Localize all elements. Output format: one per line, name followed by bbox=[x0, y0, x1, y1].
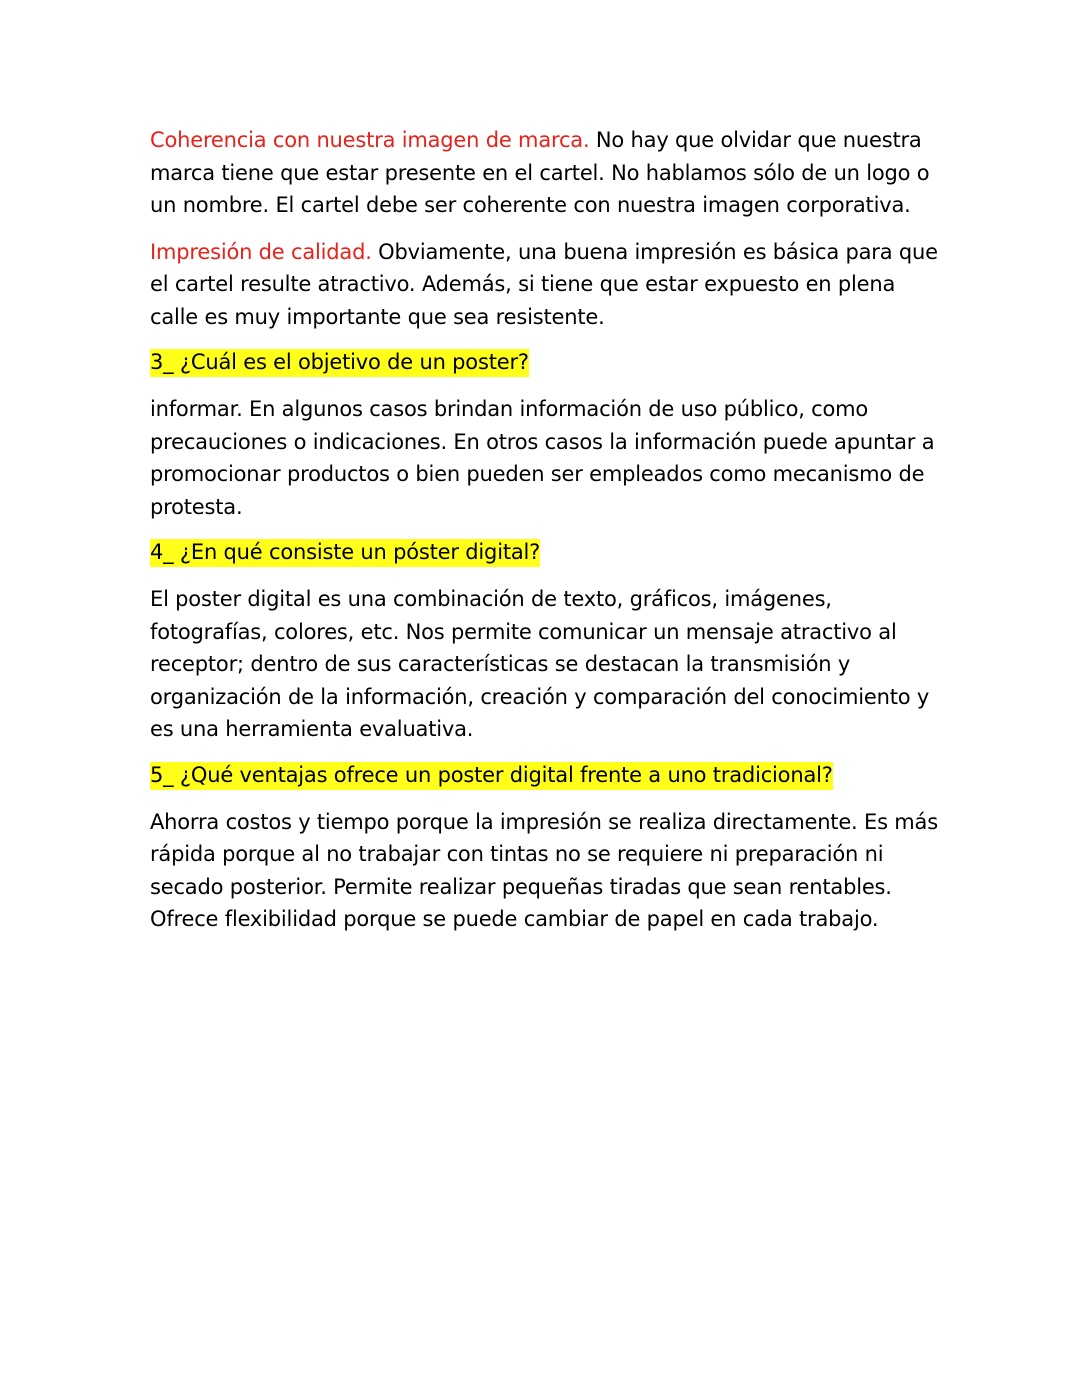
document-page bbox=[150, 124, 940, 936]
answer-paragraph-4: El poster digital es una combinación de texto, gráficos, imágenes, fotografías, colores, etc. Nos permite comunicar un mensaje atractivo al receptor; dentro de sus características se destacan la transmisión y organización de la información, creación y comparación del conocimiento y es una herramienta evaluativa. bbox=[150, 587, 930, 741]
paragraph-lead: Coherencia con nuestra imagen de marca. bbox=[150, 128, 590, 152]
paragraph-body: Obviamente, una buena impresión es básica para que el cartel resulte atractivo. Además, si tiene que estar expuesto en plena calle es muy importante que sea resistente. bbox=[150, 239, 938, 329]
question-heading-3 bbox=[150, 347, 940, 377]
question-title: 4_ ¿En qué consiste un póster digital? bbox=[150, 539, 540, 567]
answer-paragraph-5: Ahorra costos y tiempo porque la impresión se realiza directamente. Es más rápida porque al no trabajar con tintas no se requiere ni preparación ni secado posterior. Permite realizar pequeñas tiradas que sean rentables. Ofrece flexibilidad porque se puede cambiar de papel en cada trabajo. bbox=[150, 809, 938, 931]
paragraph-lead: Impresión de calidad. bbox=[150, 239, 372, 264]
paragraph-coherencia bbox=[150, 124, 940, 222]
answer-paragraph-3: informar. En algunos casos brindan información de uso público, como precauciones o indicaciones. En otros casos la información puede apuntar a promocionar productos o bien pueden ser empleados como mecanismo de protesta. bbox=[150, 397, 935, 519]
question-title: 3_ ¿Cuál es el objetivo de un poster? bbox=[150, 349, 529, 377]
question-heading-4 bbox=[150, 537, 940, 567]
paragraph-body: No hay que olvidar que nuestra marca tiene que estar presente en el cartel. No hablamos sólo de un logo o un nombre. El cartel debe ser coherente con nuestra imagen corporativa. bbox=[150, 128, 930, 217]
question-heading-5 bbox=[150, 760, 940, 790]
paragraph-impresion bbox=[150, 236, 940, 334]
question-title: 5_ ¿Qué ventajas ofrece un poster digital frente a uno tradicional? bbox=[150, 762, 833, 790]
